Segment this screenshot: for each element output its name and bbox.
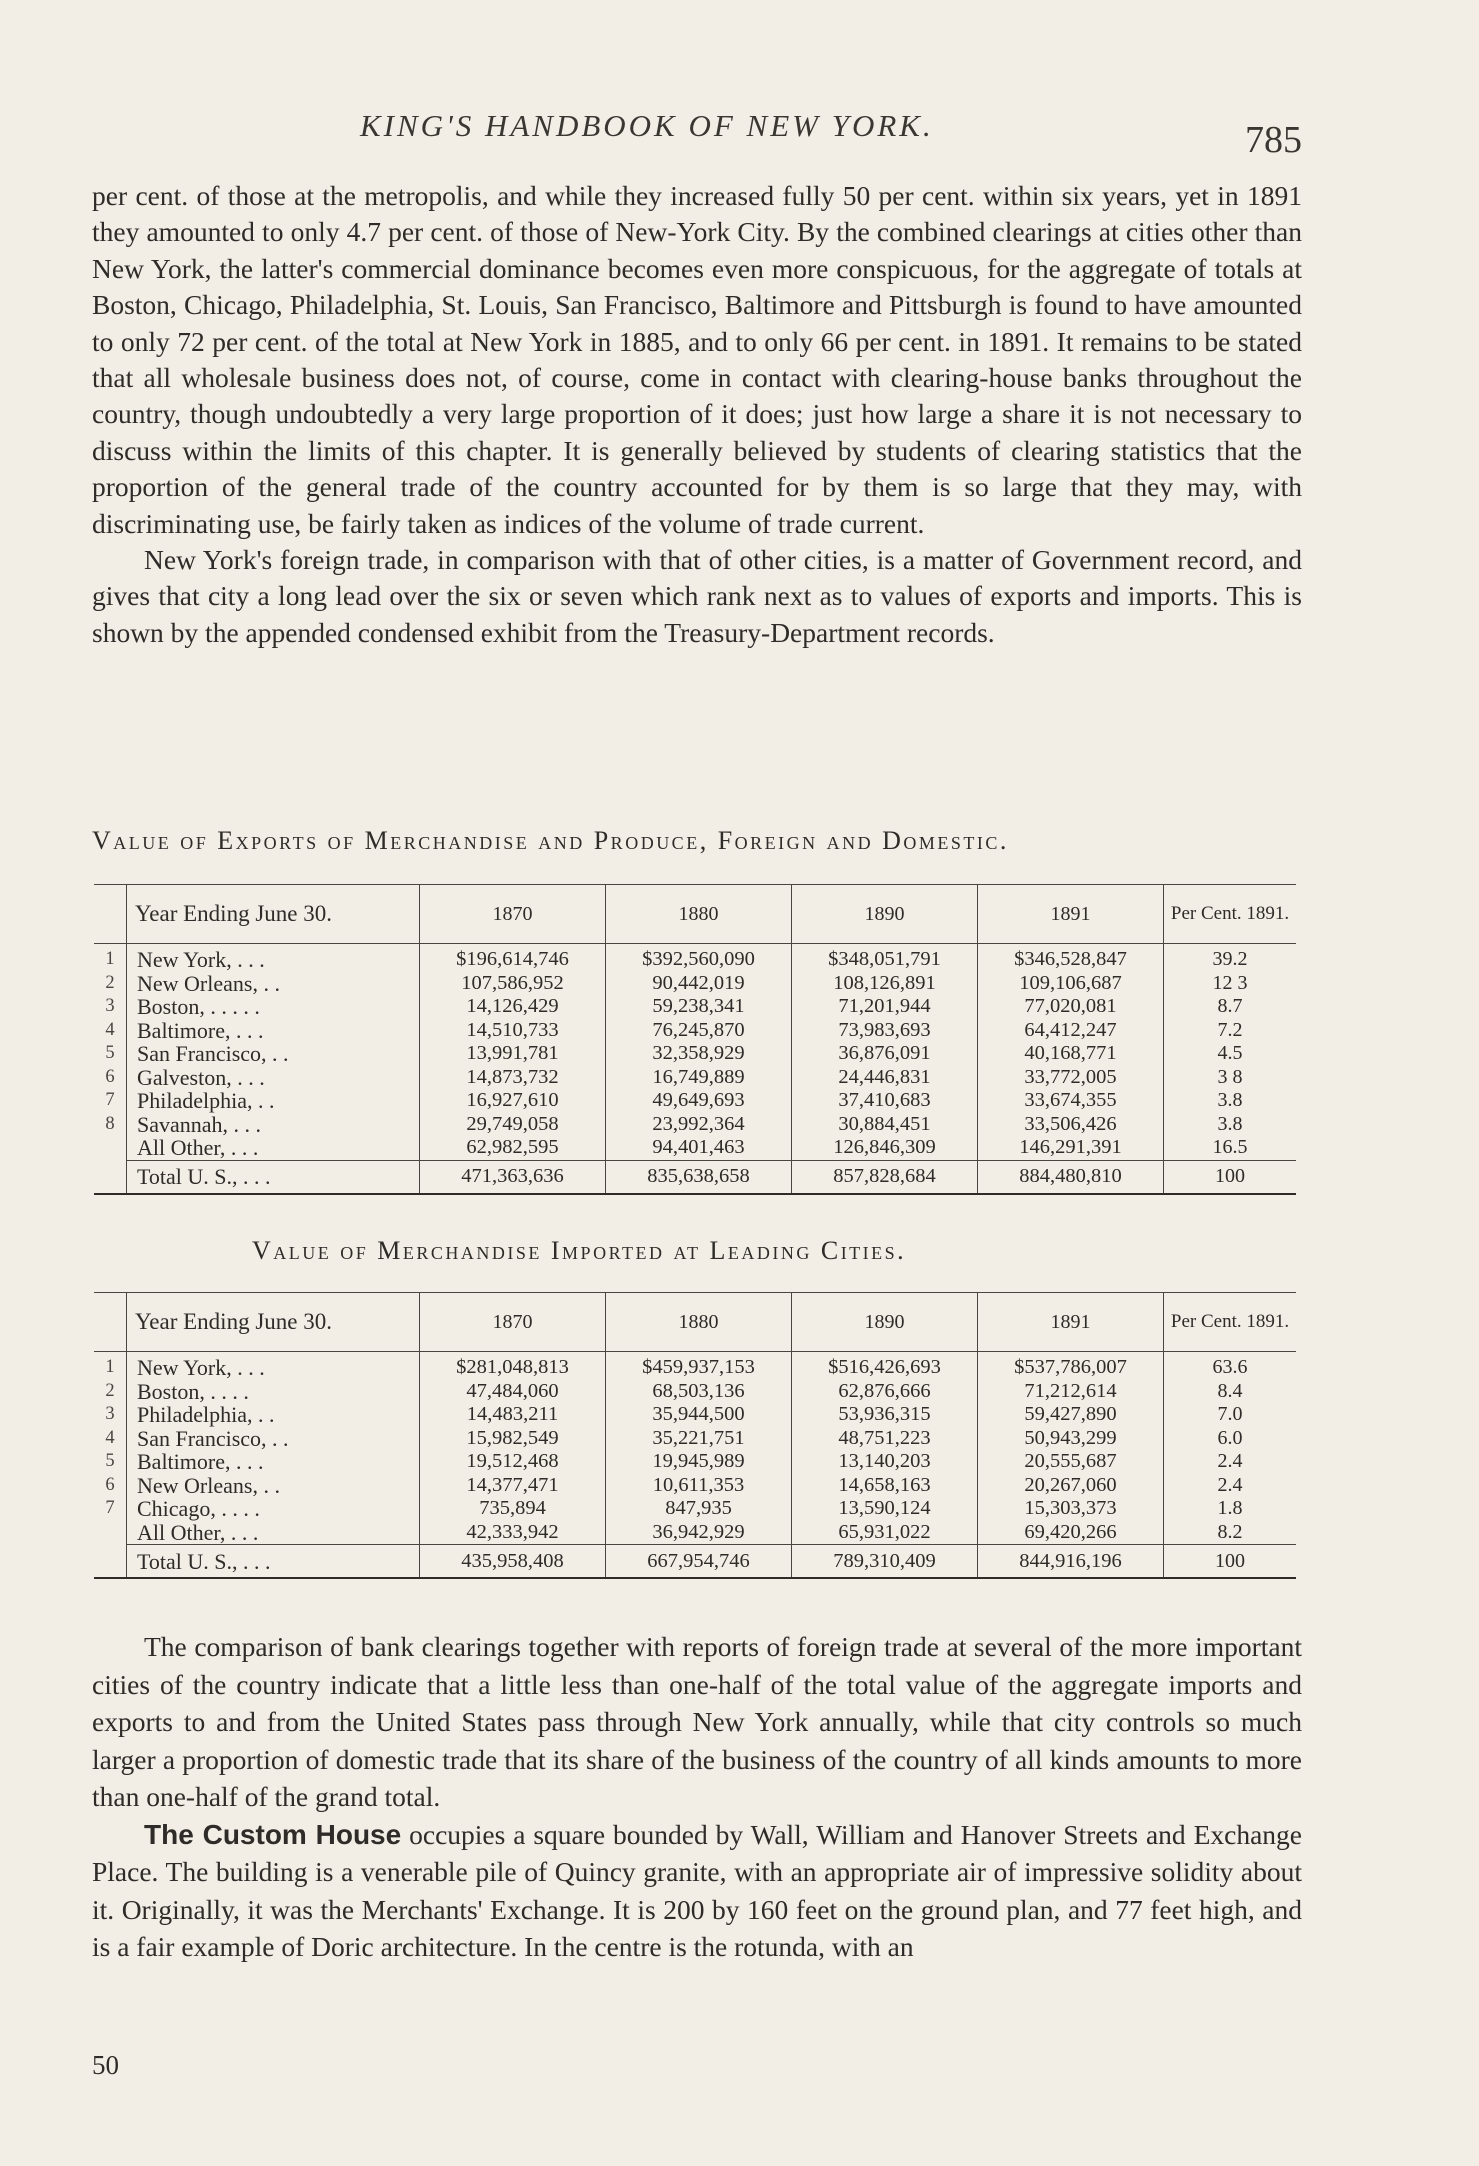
value-1880: 59,238,341 — [606, 995, 792, 1019]
total-row — [94, 1160, 1296, 1194]
signature-mark: 50 — [92, 2050, 119, 2080]
percent-1891: 4.5 — [1217, 1042, 1243, 1065]
table-row — [94, 1113, 1296, 1137]
value-1890: 126,846,309 — [792, 1136, 978, 1160]
table-header-row — [94, 885, 1296, 944]
table-row — [94, 1474, 1296, 1498]
table-row — [94, 1352, 1296, 1380]
running-head: KING'S HANDBOOK OF NEW YORK. — [360, 108, 934, 143]
value-1880: 16,749,889 — [606, 1066, 792, 1090]
percent-1891: 12 3 — [1212, 971, 1248, 994]
column-header: Year Ending June 30. — [127, 885, 420, 944]
value-1870: 14,126,429 — [420, 995, 606, 1019]
row-number: 4 — [105, 1427, 115, 1448]
table-row — [94, 1136, 1296, 1160]
percent-1891: 16.5 — [1212, 1136, 1248, 1159]
value-1880: 68,503,136 — [606, 1380, 792, 1404]
value-1880: $459,937,153 — [606, 1352, 792, 1380]
value-1890: 13,590,124 — [792, 1497, 978, 1521]
table-row — [94, 972, 1296, 996]
city-name: Philadelphia, . . — [127, 1403, 420, 1427]
value-1891: 59,427,890 — [978, 1403, 1164, 1427]
total-1890: 789,310,409 — [792, 1545, 978, 1579]
column-header: 1870 — [420, 1293, 606, 1352]
value-1870: 29,749,058 — [420, 1113, 606, 1137]
row-number: 2 — [105, 1380, 115, 1401]
value-1870: 14,510,733 — [420, 1019, 606, 1043]
header-spacer — [94, 1293, 127, 1352]
total-percent: 100 — [1164, 1160, 1297, 1194]
table-row — [94, 1497, 1296, 1521]
value-1891: $346,528,847 — [978, 944, 1164, 972]
percent-1891: 39.2 — [1212, 948, 1248, 971]
value-1891: 15,303,373 — [978, 1497, 1164, 1521]
table-row — [94, 1521, 1296, 1545]
paragraph-text: occupies a square bounded by Wall, William and Hanover Streets and Exchange Place. The building is a venerable pile of Quincy granite, with an appropriate air of impressive solidity about it. Originally, it was the Merchants' Exchange. It is 200 by 160 feet on the ground plan, and 77 feet high, and is a fair example of Doric architecture. In the centre is the rotunda, with an — [92, 1818, 1302, 1962]
row-number: 1 — [105, 949, 115, 970]
city-name: San Francisco, . . — [127, 1042, 420, 1066]
value-1870: 14,873,732 — [420, 1066, 606, 1090]
table-row — [94, 1427, 1296, 1451]
value-1890: 36,876,091 — [792, 1042, 978, 1066]
column-header: 1870 — [420, 885, 606, 944]
value-1870: $196,614,746 — [420, 944, 606, 972]
city-name: New York, . . . — [127, 1352, 420, 1380]
total-1880: 667,954,746 — [606, 1545, 792, 1579]
row-number: 5 — [105, 1043, 115, 1064]
percent-1891: 8.7 — [1217, 995, 1243, 1018]
paragraph — [92, 1816, 1302, 1966]
table-row — [94, 1019, 1296, 1043]
paragraph: New York's foreign trade, in comparison with that of other cities, is a matter of Government record, and gives that city a long lead over the six or seven which rank next as to values of exports and imports. This is shown by the appended condensed exhibit from the Treasury-Department records. — [92, 544, 1302, 648]
table-row — [94, 995, 1296, 1019]
value-1891: 33,674,355 — [978, 1089, 1164, 1113]
page-number: 785 — [1245, 119, 1302, 161]
city-name: Savannah, . . . — [127, 1113, 420, 1137]
value-1891: $537,786,007 — [978, 1352, 1164, 1380]
row-number: 8 — [105, 1113, 115, 1134]
percent-1891: 8.4 — [1217, 1379, 1243, 1402]
value-1880: 49,649,693 — [606, 1089, 792, 1113]
value-1891: 77,020,081 — [978, 995, 1164, 1019]
value-1891: 33,506,426 — [978, 1113, 1164, 1137]
table-row — [94, 1380, 1296, 1404]
value-1890: 62,876,666 — [792, 1380, 978, 1404]
total-label: Total U. S., . . . — [127, 1160, 420, 1194]
percent-1891: 3 8 — [1217, 1065, 1243, 1088]
value-1890: 13,140,203 — [792, 1450, 978, 1474]
total-spacer — [94, 1160, 127, 1194]
value-1880: 94,401,463 — [606, 1136, 792, 1160]
value-1870: 16,927,610 — [420, 1089, 606, 1113]
percent-1891: 3.8 — [1217, 1112, 1243, 1135]
city-name: New Orleans, . . — [127, 1474, 420, 1498]
column-header: 1890 — [792, 1293, 978, 1352]
column-header: Per Cent. 1891. — [1164, 1293, 1297, 1352]
city-name: Chicago, . . . . — [127, 1497, 420, 1521]
column-header: 1880 — [606, 885, 792, 944]
imports-table-body — [94, 1352, 1296, 1579]
table-row — [94, 944, 1296, 972]
value-1890: $348,051,791 — [792, 944, 978, 972]
total-1891: 884,480,810 — [978, 1160, 1164, 1194]
value-1870: 13,991,781 — [420, 1042, 606, 1066]
table-row — [94, 1089, 1296, 1113]
total-label: Total U. S., . . . — [127, 1545, 420, 1579]
value-1880: 36,942,929 — [606, 1521, 792, 1545]
row-number: 7 — [105, 1090, 115, 1111]
value-1890: 65,931,022 — [792, 1521, 978, 1545]
value-1880: 847,935 — [606, 1497, 792, 1521]
value-1890: 73,983,693 — [792, 1019, 978, 1043]
total-1891: 844,916,196 — [978, 1545, 1164, 1579]
table-row — [94, 1450, 1296, 1474]
city-name: Boston, . . . . . — [127, 995, 420, 1019]
value-1880: 76,245,870 — [606, 1019, 792, 1043]
percent-1891: 8.2 — [1217, 1520, 1243, 1543]
header-spacer — [94, 885, 127, 944]
row-number — [94, 1521, 127, 1545]
total-row — [94, 1545, 1296, 1579]
value-1890: 14,658,163 — [792, 1474, 978, 1498]
imports-table-title: Value of Merchandise Imported at Leading Cities. — [252, 1236, 907, 1265]
paragraph: per cent. of those at the metropolis, and while they increased fully 50 per cent. within six years, yet in 1891 they amounted to only 4.7 per cent. of those of New-York City. By the combined clearings at cities other than New York, the latter's commercial dominance becomes even more conspicuous, for the aggregate of totals at Boston, Chicago, Philadelphia, St. Louis, San Francisco, Baltimore and Pittsburgh is found to have amounted to only 72 per cent. of the total at New York in 1885, and to only 66 per cent. in 1891. It remains to be stated that all wholesale business does not, of course, come in contact with clearing-house banks throughout the country, though undoubtedly a very large proportion of it does; just how large a share it is not necessary to discuss within the limits of this chapter. It is generally believed by students of clearing statistics that the proportion of the general trade of the country accounted for by them is so large that they may, with discriminating use, be fairly taken as indices of the volume of trade current. — [92, 180, 1302, 539]
row-number: 3 — [105, 996, 115, 1017]
value-1880: 10,611,353 — [606, 1474, 792, 1498]
row-number: 5 — [105, 1451, 115, 1472]
city-name: New York, . . . — [127, 944, 420, 972]
percent-1891: 3.8 — [1217, 1089, 1243, 1112]
table-row — [94, 1042, 1296, 1066]
total-spacer — [94, 1545, 127, 1579]
city-name: All Other, . . . — [127, 1136, 420, 1160]
row-number: 6 — [105, 1474, 115, 1495]
value-1890: 108,126,891 — [792, 972, 978, 996]
value-1890: 30,884,451 — [792, 1113, 978, 1137]
exports-table — [94, 884, 1296, 1195]
value-1880: 23,992,364 — [606, 1113, 792, 1137]
city-name: San Francisco, . . — [127, 1427, 420, 1451]
value-1891: 146,291,391 — [978, 1136, 1164, 1160]
city-name: Baltimore, . . . — [127, 1019, 420, 1043]
total-percent: 100 — [1164, 1545, 1297, 1579]
value-1891: 64,412,247 — [978, 1019, 1164, 1043]
value-1891: 20,267,060 — [978, 1474, 1164, 1498]
column-header: 1891 — [978, 885, 1164, 944]
row-number — [94, 1136, 127, 1160]
value-1891: 40,168,771 — [978, 1042, 1164, 1066]
exports-table-body — [94, 944, 1296, 1194]
percent-1891: 1.8 — [1217, 1497, 1243, 1520]
exports-table-title: Value of Exports of Merchandise and Produce, Foreign and Domestic. — [92, 826, 1009, 855]
table-row — [94, 1403, 1296, 1427]
total-1870: 435,958,408 — [420, 1545, 606, 1579]
column-header: 1880 — [606, 1293, 792, 1352]
value-1870: 735,894 — [420, 1497, 606, 1521]
percent-1891: 6.0 — [1217, 1426, 1243, 1449]
column-header: 1891 — [978, 1293, 1164, 1352]
value-1870: 47,484,060 — [420, 1380, 606, 1404]
city-name: Philadelphia, . . — [127, 1089, 420, 1113]
city-name: New Orleans, . . — [127, 972, 420, 996]
value-1870: 62,982,595 — [420, 1136, 606, 1160]
value-1870: 15,982,549 — [420, 1427, 606, 1451]
value-1880: 32,358,929 — [606, 1042, 792, 1066]
table-row — [94, 1066, 1296, 1090]
value-1870: 19,512,468 — [420, 1450, 606, 1474]
paragraph: The comparison of bank clearings together with reports of foreign trade at several of the more important cities of the country indicate that a little less than one-half of the total value of the aggregate imports and exports to and from the United States pass through New York annually, while that city controls so much larger a proportion of domestic trade that its share of the business of the country of all kinds amounts to more than one-half of the grand total. — [92, 1631, 1302, 1812]
value-1891: 71,212,614 — [978, 1380, 1164, 1404]
value-1870: 14,483,211 — [420, 1403, 606, 1427]
column-header: Year Ending June 30. — [127, 1293, 420, 1352]
value-1870: 14,377,471 — [420, 1474, 606, 1498]
percent-1891: 2.4 — [1217, 1473, 1243, 1496]
value-1880: 19,945,989 — [606, 1450, 792, 1474]
value-1891: 50,943,299 — [978, 1427, 1164, 1451]
city-name: Baltimore, . . . — [127, 1450, 420, 1474]
row-number: 1 — [105, 1357, 115, 1378]
value-1891: 20,555,687 — [978, 1450, 1164, 1474]
row-number: 3 — [105, 1404, 115, 1425]
value-1880: 35,221,751 — [606, 1427, 792, 1451]
table-header-row — [94, 1293, 1296, 1352]
value-1870: 107,586,952 — [420, 972, 606, 996]
percent-1891: 7.2 — [1217, 1018, 1243, 1041]
percent-1891: 63.6 — [1212, 1356, 1248, 1379]
total-1890: 857,828,684 — [792, 1160, 978, 1194]
column-header: 1890 — [792, 885, 978, 944]
section-heading: The Custom House — [144, 1818, 402, 1850]
percent-1891: 2.4 — [1217, 1450, 1243, 1473]
percent-1891: 7.0 — [1217, 1403, 1243, 1426]
value-1880: 35,944,500 — [606, 1403, 792, 1427]
total-1870: 471,363,636 — [420, 1160, 606, 1194]
row-number: 7 — [105, 1498, 115, 1519]
value-1891: 69,420,266 — [978, 1521, 1164, 1545]
total-1880: 835,638,658 — [606, 1160, 792, 1194]
value-1890: 24,446,831 — [792, 1066, 978, 1090]
city-name: Boston, . . . . — [127, 1380, 420, 1404]
city-name: Galveston, . . . — [127, 1066, 420, 1090]
value-1870: 42,333,942 — [420, 1521, 606, 1545]
city-name: All Other, . . . — [127, 1521, 420, 1545]
value-1890: 71,201,944 — [792, 995, 978, 1019]
value-1890: 48,751,223 — [792, 1427, 978, 1451]
body-text-bottom — [92, 1628, 1302, 1966]
row-number: 2 — [105, 972, 115, 993]
value-1891: 33,772,005 — [978, 1066, 1164, 1090]
value-1891: 109,106,687 — [978, 972, 1164, 996]
row-number: 4 — [105, 1019, 115, 1040]
body-text-top — [92, 178, 1302, 651]
column-header: Per Cent. 1891. — [1164, 885, 1297, 944]
value-1890: 37,410,683 — [792, 1089, 978, 1113]
row-number: 6 — [105, 1066, 115, 1087]
value-1870: $281,048,813 — [420, 1352, 606, 1380]
value-1890: $516,426,693 — [792, 1352, 978, 1380]
imports-table — [94, 1292, 1296, 1579]
value-1880: $392,560,090 — [606, 944, 792, 972]
value-1880: 90,442,019 — [606, 972, 792, 996]
value-1890: 53,936,315 — [792, 1403, 978, 1427]
